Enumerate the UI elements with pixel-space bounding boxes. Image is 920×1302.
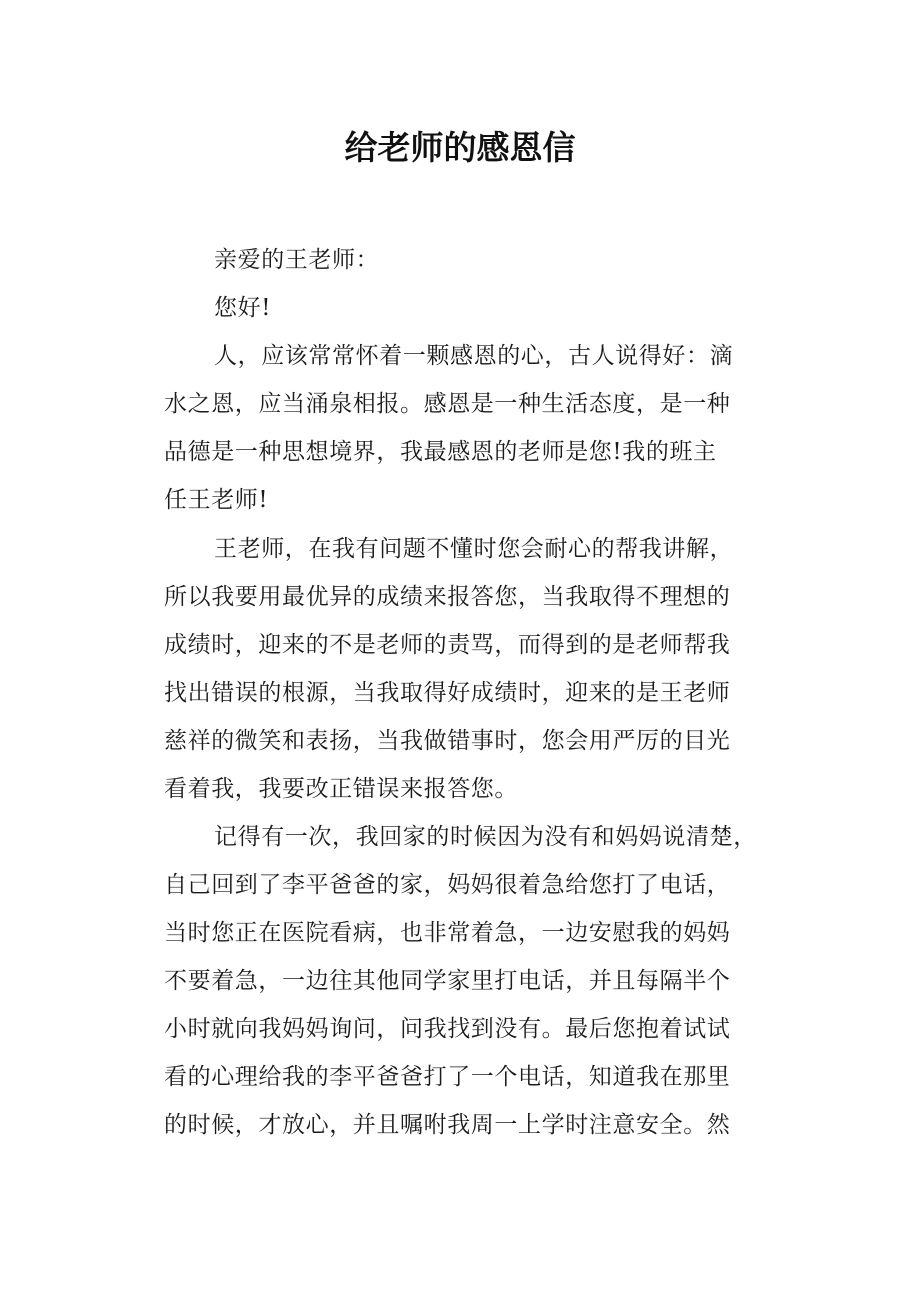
paragraph-1-line-3: 品德是一种思想境界，我最感恩的老师是您!我的班主 bbox=[164, 439, 717, 465]
paragraph-2-line-4: 找出错误的根源，当我取得好成绩时，迎来的是王老师 bbox=[164, 680, 731, 706]
paragraph-3-line-4: 不要着急，一边往其他同学家里打电话，并且每隔半个 bbox=[164, 968, 731, 994]
salutation: 亲爱的王老师： bbox=[214, 247, 380, 273]
paragraph-2-line-1: 王老师，在我有问题不懂时您会耐心的帮我讲解， bbox=[214, 536, 734, 562]
paragraph-2-line-6: 看着我，我要改正错误来报答您。 bbox=[164, 776, 518, 802]
document-title: 给老师的感恩信 bbox=[344, 128, 576, 167]
paragraph-3-line-1: 记得有一次，我回家的时候因为没有和妈妈说清楚， bbox=[214, 824, 757, 850]
paragraph-1-line-2: 水之恩，应当涌泉相报。感恩是一种生活态度，是一种 bbox=[164, 391, 731, 417]
paragraph-1-line-4: 任王老师! bbox=[164, 487, 269, 513]
paragraph-3-line-6: 看的心理给我的李平爸爸打了一个电话，知道我在那里 bbox=[164, 1064, 731, 1090]
paragraph-2-line-3: 成绩时，迎来的不是老师的责骂，而得到的是老师帮我 bbox=[164, 632, 731, 658]
paragraph-2-line-2: 所以我要用最优异的成绩来报答您，当我取得不理想的 bbox=[164, 584, 731, 610]
paragraph-3-line-3: 当时您正在医院看病，也非常着急，一边安慰我的妈妈 bbox=[164, 920, 731, 946]
paragraph-3-line-5: 小时就向我妈妈询问，问我找到没有。最后您抱着试试 bbox=[164, 1016, 731, 1042]
greeting: 您好! bbox=[214, 295, 272, 321]
paragraph-3-line-7: 的时候，才放心，并且嘱咐我周一上学时注意安全。然 bbox=[164, 1112, 731, 1138]
paragraph-2-line-5: 慈祥的微笑和表扬，当我做错事时，您会用严厉的目光 bbox=[164, 728, 731, 754]
paragraph-3-line-2: 自己回到了李平爸爸的家，妈妈很着急给您打了电话， bbox=[164, 872, 731, 898]
paragraph-1-line-1: 人，应该常常怀着一颗感恩的心，古人说得好：滴 bbox=[214, 343, 734, 369]
